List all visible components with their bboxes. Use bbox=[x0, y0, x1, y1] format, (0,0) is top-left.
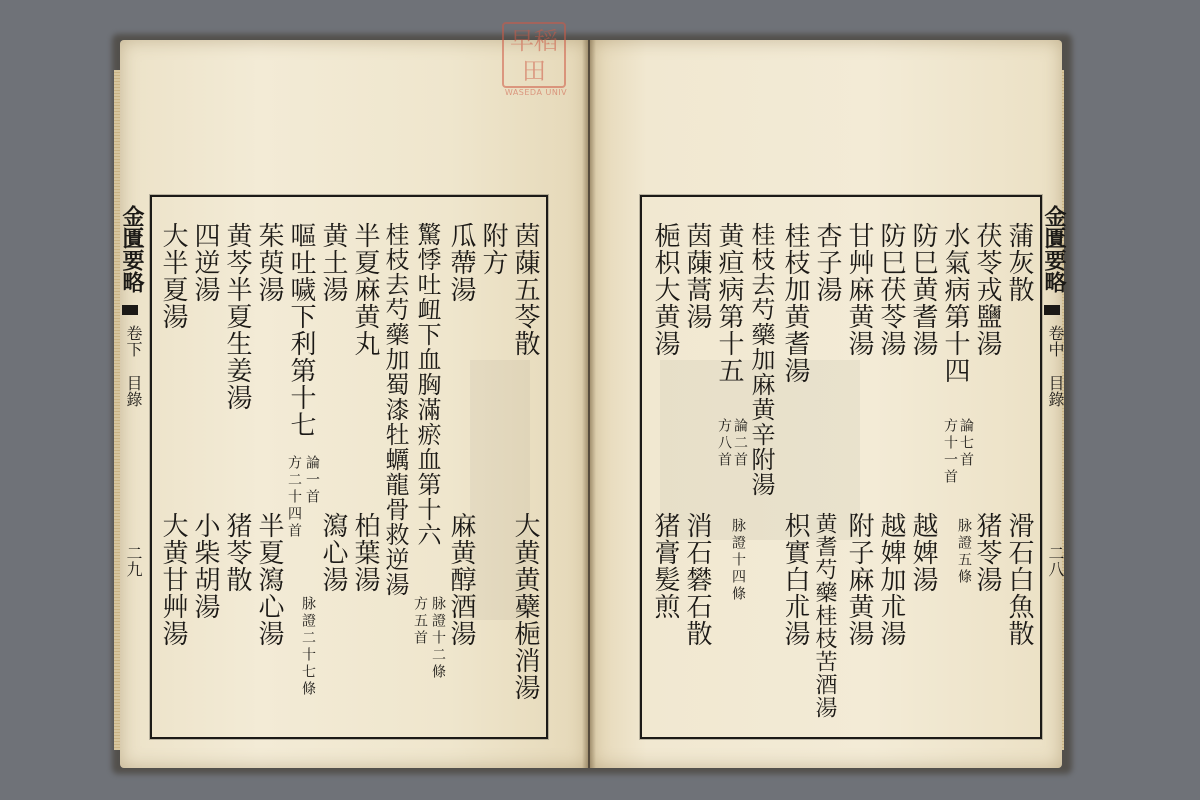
left-col-8-top: 嘔吐噦下利第十七 bbox=[286, 222, 316, 438]
left-col-4-top: 驚悸吐衄下血胸滿瘀血第十六 bbox=[413, 222, 441, 547]
right-col-12-top: 梔枳大黄湯 bbox=[650, 222, 680, 357]
right-margin-page-number: 二八 bbox=[1046, 545, 1065, 577]
right-col-3-note-c: 脉證五條 bbox=[956, 518, 972, 586]
right-col-5-top: 防巳茯苓湯 bbox=[876, 222, 906, 357]
right-col-2-top: 茯苓戎鹽湯 bbox=[972, 222, 1002, 357]
right-col-1-bottom: 滑石白魚散 bbox=[1004, 512, 1034, 647]
book-gutter bbox=[582, 40, 596, 768]
left-col-9-bottom: 半夏瀉心湯 bbox=[254, 512, 284, 647]
right-col-2-bottom: 猪苓湯 bbox=[972, 512, 1002, 593]
right-col-10-note-a: 論二首 bbox=[732, 418, 748, 469]
left-col-7-bottom: 瀉心湯 bbox=[318, 512, 348, 593]
left-margin-volume: 卷下 bbox=[124, 325, 143, 357]
left-col-4-note-b: 方五首 bbox=[412, 596, 428, 647]
left-margin-page-number: 二九 bbox=[124, 545, 143, 577]
left-col-12-bottom: 大黄甘艸湯 bbox=[158, 512, 188, 647]
right-col-6-top: 甘艸麻黄湯 bbox=[844, 222, 874, 357]
right-margin-volume: 卷中 bbox=[1046, 325, 1065, 357]
right-col-11-bottom: 消石礬石散 bbox=[682, 512, 712, 647]
left-col-7-top: 黄土湯 bbox=[318, 222, 348, 303]
left-col-11-top: 四逆湯 bbox=[190, 222, 220, 303]
left-fish-tail-mark bbox=[122, 305, 138, 315]
right-col-4-top: 防巳黄耆湯 bbox=[908, 222, 938, 357]
left-margin-book-title: 金匱要略 bbox=[119, 205, 145, 293]
left-col-10-bottom: 猪苓散 bbox=[222, 512, 252, 593]
left-col-8-note-c: 脉證二十七條 bbox=[300, 596, 316, 698]
left-col-8-note-b: 方二十四首 bbox=[286, 455, 302, 540]
right-col-10-note-c: 脉證十四條 bbox=[730, 518, 746, 603]
left-col-12-top: 大半夏湯 bbox=[158, 222, 188, 330]
right-col-10-top: 黄疸病第十五 bbox=[714, 222, 744, 384]
right-col-11-top: 茵蔯蒿湯 bbox=[682, 222, 712, 330]
left-col-9-top: 茱萸湯 bbox=[254, 222, 284, 303]
left-col-10-top: 黄芩半夏生姜湯 bbox=[222, 222, 252, 411]
left-col-1-top: 茵蔯五苓散 bbox=[510, 222, 540, 357]
right-col-3-note-b: 方十一首 bbox=[942, 418, 958, 486]
right-col-10-note-b: 方八首 bbox=[716, 418, 732, 469]
right-col-8-top: 桂枝加黄耆湯 bbox=[780, 222, 810, 384]
right-col-1-top: 蒲灰散 bbox=[1004, 222, 1034, 303]
right-col-7-bottom: 黄耆芍藥桂枝苦酒湯 bbox=[812, 512, 837, 719]
right-fish-tail-mark bbox=[1044, 305, 1060, 315]
right-col-8-bottom: 枳實白朮湯 bbox=[780, 512, 810, 647]
left-col-4-note-a: 脉證十二條 bbox=[430, 596, 446, 681]
right-col-12-bottom: 猪膏髪煎 bbox=[650, 512, 680, 620]
right-col-3-note-a: 論七首 bbox=[958, 418, 974, 469]
left-col-11-bottom: 小柴胡湯 bbox=[190, 512, 220, 620]
left-col-5-top: 桂枝去芍藥加蜀漆牡蠣龍骨救逆湯 bbox=[381, 222, 409, 597]
right-margin-book-title: 金匱要略 bbox=[1041, 205, 1067, 293]
left-col-6-bottom: 柏葉湯 bbox=[350, 512, 380, 593]
right-margin-section: 目錄 bbox=[1046, 375, 1065, 407]
right-col-4-bottom: 越婢湯 bbox=[908, 512, 938, 593]
left-col-6-top: 半夏麻黄丸 bbox=[350, 222, 380, 357]
right-col-9-top: 桂枝去芍藥加麻黄辛附湯 bbox=[747, 222, 775, 497]
left-margin-section: 目錄 bbox=[124, 375, 143, 407]
library-stamp-caption: WASEDA UNIV bbox=[504, 88, 568, 97]
left-col-8-note-a: 論一首 bbox=[304, 455, 320, 506]
right-col-3-top: 水氣病第十四 bbox=[940, 222, 970, 384]
right-col-7-top: 杏子湯 bbox=[812, 222, 842, 303]
left-col-3-top: 瓜蔕湯 bbox=[446, 222, 476, 303]
library-stamp: 早稻田 bbox=[502, 22, 566, 88]
left-col-3-bottom: 麻黄醇酒湯 bbox=[446, 512, 476, 647]
left-col-1-bottom: 大黄黄蘗梔消湯 bbox=[510, 512, 540, 701]
left-col-2-top: 附方 bbox=[478, 222, 508, 276]
right-col-5-bottom: 越婢加朮湯 bbox=[876, 512, 906, 647]
right-col-6-bottom: 附子麻黄湯 bbox=[844, 512, 874, 647]
